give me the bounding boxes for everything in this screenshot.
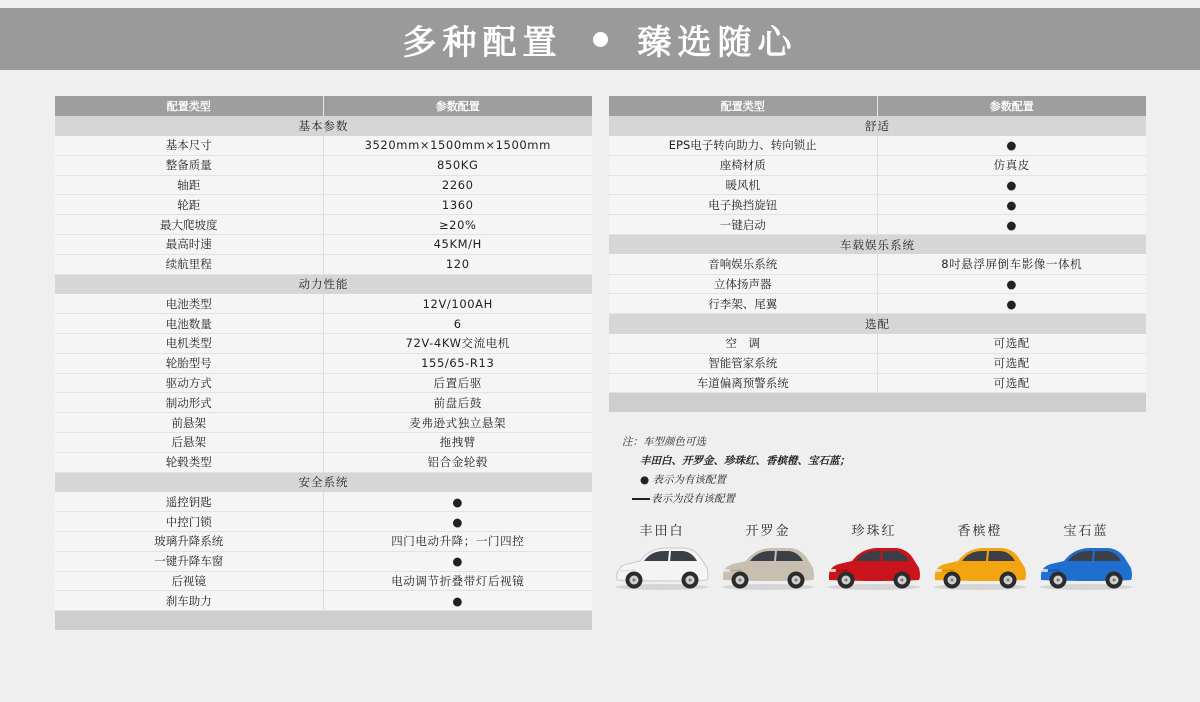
table-row bbox=[55, 551, 592, 571]
spec-table-left bbox=[55, 96, 592, 630]
right-table-body bbox=[609, 116, 1146, 412]
config-type-cell: 智能管家系统 bbox=[609, 353, 877, 373]
config-value-cell: 12V/100AH bbox=[323, 294, 592, 314]
config-value-cell: 四门电动升降；一门四控 bbox=[323, 532, 592, 552]
left-table-body bbox=[55, 116, 592, 630]
config-type-cell: 基本尺寸 bbox=[55, 136, 323, 156]
note-color-list: 丰田白、开罗金、珍珠红、香槟橙、宝石蓝； bbox=[640, 455, 850, 467]
config-type-cell: 轴距 bbox=[55, 175, 323, 195]
config-type-cell: 电子换挡旋钮 bbox=[609, 195, 877, 215]
car-color-option bbox=[824, 520, 924, 592]
table-row bbox=[55, 512, 592, 532]
config-type-cell: 最高时速 bbox=[55, 235, 323, 255]
config-type-cell: 轮距 bbox=[55, 195, 323, 215]
section-title: 安全系统 bbox=[55, 472, 592, 492]
config-value-cell: ≥20% bbox=[323, 215, 592, 235]
banner-title-right: 臻选随心 bbox=[637, 22, 798, 63]
table-row bbox=[55, 215, 592, 235]
table-row bbox=[55, 314, 592, 334]
table-row bbox=[55, 136, 592, 156]
table-row bbox=[55, 334, 592, 354]
config-type-cell: 驱动方式 bbox=[55, 373, 323, 393]
config-type-cell: 电池数量 bbox=[55, 314, 323, 334]
table-row bbox=[55, 433, 592, 453]
spec-table-right bbox=[609, 96, 1146, 412]
table-row bbox=[55, 353, 592, 373]
config-value-cell: 6 bbox=[323, 314, 592, 334]
config-type-cell: 后悬架 bbox=[55, 433, 323, 453]
config-type-cell: 一键升降车窗 bbox=[55, 551, 323, 571]
table-row bbox=[609, 294, 1146, 314]
config-type-cell: 后视镜 bbox=[55, 571, 323, 591]
title-banner bbox=[0, 8, 1200, 70]
table-row bbox=[609, 373, 1146, 393]
dash-icon bbox=[632, 498, 650, 500]
config-type-cell: 续航里程 bbox=[55, 254, 323, 274]
column-header-param: 参数配置 bbox=[877, 96, 1146, 116]
banner-title-left: 多种配置 bbox=[402, 22, 563, 63]
config-type-cell: 空 调 bbox=[609, 334, 877, 354]
config-value-cell: 45KM/H bbox=[323, 235, 592, 255]
config-value-cell: 仿真皮 bbox=[877, 155, 1146, 175]
table-footer-row bbox=[609, 393, 1146, 412]
table-row bbox=[55, 571, 592, 591]
note-dot-legend: ● 表示为有该配置 bbox=[640, 474, 726, 486]
section-title: 动力性能 bbox=[55, 274, 592, 294]
config-value-cell: 铝合金轮毂 bbox=[323, 452, 592, 472]
table-row bbox=[55, 393, 592, 413]
car-color-label: 宝石蓝 bbox=[1063, 524, 1109, 539]
config-type-cell: 整备质量 bbox=[55, 155, 323, 175]
car-color-option bbox=[1036, 520, 1136, 592]
notes-block bbox=[622, 433, 850, 509]
table-row bbox=[55, 452, 592, 472]
config-value-cell: 可选配 bbox=[877, 334, 1146, 354]
car-color-label: 开罗金 bbox=[745, 524, 791, 539]
table-row bbox=[55, 195, 592, 215]
table-row bbox=[609, 353, 1146, 373]
table-row bbox=[609, 215, 1146, 235]
car-color-label: 珍珠红 bbox=[851, 524, 897, 539]
table-row bbox=[609, 136, 1146, 156]
table-row bbox=[55, 492, 592, 512]
config-value-cell: 1360 bbox=[323, 195, 592, 215]
note-colors-title: 注：车型颜色可选 bbox=[622, 436, 706, 448]
config-value-cell: 2260 bbox=[323, 175, 592, 195]
config-value-cell: ● bbox=[323, 492, 592, 512]
config-type-cell: 立体扬声器 bbox=[609, 274, 877, 294]
config-type-cell: 暖风机 bbox=[609, 175, 877, 195]
table-row bbox=[55, 413, 592, 433]
table-row bbox=[609, 155, 1146, 175]
car-icon bbox=[718, 540, 818, 592]
car-icon bbox=[930, 540, 1030, 592]
config-value-cell: 3520mm×1500mm×1500mm bbox=[323, 136, 592, 156]
config-value-cell: 电动调节折叠带灯后视镜 bbox=[323, 571, 592, 591]
config-value-cell: 麦弗逊式独立悬架 bbox=[323, 413, 592, 433]
config-type-cell: 轮毂类型 bbox=[55, 452, 323, 472]
config-value-cell: 155/65-R13 bbox=[323, 353, 592, 373]
section-row bbox=[609, 235, 1146, 255]
car-color-label: 丰田白 bbox=[639, 524, 685, 539]
column-header-param: 参数配置 bbox=[323, 96, 592, 116]
config-value-cell: 72V-4KW交流电机 bbox=[323, 334, 592, 354]
table-row bbox=[609, 334, 1146, 354]
config-value-cell: ● bbox=[877, 136, 1146, 156]
banner-dot-icon bbox=[593, 32, 608, 47]
config-type-cell: 座椅材质 bbox=[609, 155, 877, 175]
section-title: 基本参数 bbox=[55, 116, 592, 136]
config-type-cell: 玻璃升降系统 bbox=[55, 532, 323, 552]
section-row bbox=[55, 472, 592, 492]
config-value-cell: ● bbox=[877, 215, 1146, 235]
note-dash-text: 表示为没有该配置 bbox=[651, 493, 735, 505]
car-icon bbox=[824, 540, 924, 592]
table-row bbox=[55, 254, 592, 274]
config-value-cell: 8吋悬浮屏倒车影像一体机 bbox=[877, 254, 1146, 274]
table-row bbox=[609, 274, 1146, 294]
column-header-type: 配置类型 bbox=[55, 96, 323, 116]
section-title: 舒适 bbox=[609, 116, 1146, 136]
section-row bbox=[55, 274, 592, 294]
config-type-cell: 电池类型 bbox=[55, 294, 323, 314]
config-value-cell: 拖拽臂 bbox=[323, 433, 592, 453]
config-value-cell: ● bbox=[323, 551, 592, 571]
section-row bbox=[609, 314, 1146, 334]
config-value-cell: 前盘后鼓 bbox=[323, 393, 592, 413]
config-type-cell: 车道偏离预警系统 bbox=[609, 373, 877, 393]
table-row bbox=[55, 591, 592, 611]
config-value-cell: 可选配 bbox=[877, 353, 1146, 373]
table-row bbox=[55, 294, 592, 314]
section-row bbox=[55, 116, 592, 136]
config-value-cell: ● bbox=[323, 512, 592, 532]
config-value-cell: ● bbox=[877, 195, 1146, 215]
table-row bbox=[609, 195, 1146, 215]
config-type-cell: 刹车助力 bbox=[55, 591, 323, 611]
table-footer-cell bbox=[609, 393, 1146, 412]
config-type-cell: 一键启动 bbox=[609, 215, 877, 235]
config-type-cell: 最大爬坡度 bbox=[55, 215, 323, 235]
config-type-cell: 遥控钥匙 bbox=[55, 492, 323, 512]
column-header-type: 配置类型 bbox=[609, 96, 877, 116]
table-row bbox=[609, 254, 1146, 274]
car-color-options bbox=[612, 520, 1152, 600]
section-title: 车载娱乐系统 bbox=[609, 235, 1146, 255]
section-title: 选配 bbox=[609, 314, 1146, 334]
config-type-cell: 制动形式 bbox=[55, 393, 323, 413]
config-value-cell: ● bbox=[323, 591, 592, 611]
table-row bbox=[55, 235, 592, 255]
table-row bbox=[55, 155, 592, 175]
table-row bbox=[609, 175, 1146, 195]
config-value-cell: ● bbox=[877, 175, 1146, 195]
car-color-label: 香槟橙 bbox=[957, 524, 1003, 539]
config-type-cell: EPS电子转向助力、转向锁止 bbox=[609, 136, 877, 156]
config-value-cell: 后置后驱 bbox=[323, 373, 592, 393]
config-value-cell: ● bbox=[877, 294, 1146, 314]
config-type-cell: 音响娱乐系统 bbox=[609, 254, 877, 274]
car-color-option bbox=[612, 520, 712, 592]
table-row bbox=[55, 532, 592, 552]
config-value-cell: 120 bbox=[323, 254, 592, 274]
car-color-option bbox=[930, 520, 1030, 592]
table-row bbox=[55, 373, 592, 393]
table-row bbox=[55, 175, 592, 195]
section-row bbox=[609, 116, 1146, 136]
config-type-cell: 电机类型 bbox=[55, 334, 323, 354]
table-footer-cell bbox=[55, 611, 592, 630]
car-icon bbox=[612, 540, 712, 592]
config-type-cell: 行李架、尾翼 bbox=[609, 294, 877, 314]
config-value-cell: ● bbox=[877, 274, 1146, 294]
car-icon bbox=[1036, 540, 1136, 592]
table-footer-row bbox=[55, 611, 592, 630]
config-value-cell: 可选配 bbox=[877, 373, 1146, 393]
note-dash-legend bbox=[622, 490, 850, 509]
config-type-cell: 前悬架 bbox=[55, 413, 323, 433]
config-type-cell: 中控门锁 bbox=[55, 512, 323, 532]
car-color-option bbox=[718, 520, 818, 592]
config-type-cell: 轮胎型号 bbox=[55, 353, 323, 373]
config-value-cell: 850KG bbox=[323, 155, 592, 175]
